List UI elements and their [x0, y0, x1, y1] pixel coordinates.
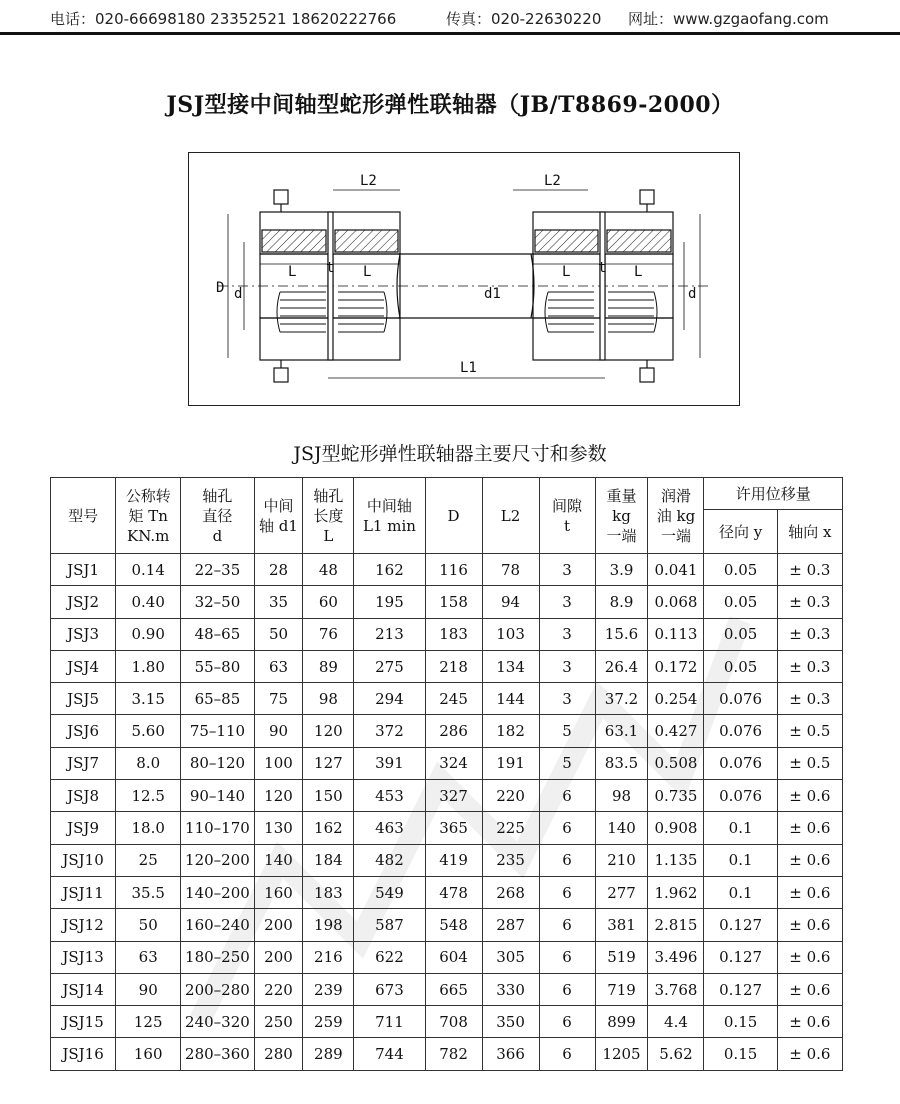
table-cell: 65–85	[181, 683, 254, 715]
table-cell: ± 0.6	[777, 941, 842, 973]
table-cell: 622	[354, 941, 425, 973]
col-radial: 径向 y	[704, 510, 777, 554]
dim-label-l2-right: L2	[544, 173, 561, 189]
table-cell: 0.076	[704, 780, 777, 812]
header-rule	[0, 32, 900, 35]
table-cell: 150	[303, 780, 354, 812]
table-cell: 0.127	[704, 909, 777, 941]
table-cell: JSJ10	[51, 844, 116, 876]
table-cell: JSJ8	[51, 780, 116, 812]
table-cell: 3	[539, 650, 595, 682]
table-cell: 0.076	[704, 683, 777, 715]
table-cell: 3.9	[595, 554, 648, 586]
table-cell: 63.1	[595, 715, 648, 747]
table-cell: 3	[539, 554, 595, 586]
table-cell: JSJ6	[51, 715, 116, 747]
table-cell: 76	[303, 618, 354, 650]
table-cell: 280	[254, 1038, 303, 1070]
table-cell: JSJ3	[51, 618, 116, 650]
table-cell: JSJ5	[51, 683, 116, 715]
table-cell: 235	[482, 844, 539, 876]
table-cell: ± 0.3	[777, 554, 842, 586]
fax-text: 传真：020-22630220	[446, 10, 602, 28]
dim-label-d-bore-right: d	[688, 286, 697, 302]
table-cell: 98	[303, 683, 354, 715]
table-cell: 478	[425, 876, 482, 908]
table-cell: 0.076	[704, 715, 777, 747]
table-cell: 366	[482, 1038, 539, 1070]
table-cell: 381	[595, 909, 648, 941]
phone-text: 电话：020-66698180 23352521 18620222766	[50, 10, 397, 28]
table-cell: 198	[303, 909, 354, 941]
table-cell: 6	[539, 973, 595, 1005]
table-cell: ± 0.3	[777, 683, 842, 715]
table-cell: 711	[354, 1006, 425, 1038]
table-cell: 0.068	[648, 586, 704, 618]
coupling-drawing	[188, 152, 740, 406]
table-cell: 12.5	[116, 780, 181, 812]
table-cell: 55–80	[181, 650, 254, 682]
table-cell: 37.2	[595, 683, 648, 715]
table-cell: 120	[303, 715, 354, 747]
table-cell: JSJ14	[51, 973, 116, 1005]
dim-label-d1: d1	[484, 286, 501, 302]
table-cell: ± 0.6	[777, 973, 842, 1005]
table-cell: 6	[539, 1038, 595, 1070]
table-cell: 0.05	[704, 650, 777, 682]
contact-header	[0, 0, 900, 34]
table-cell: 549	[354, 876, 425, 908]
table-cell: 0.05	[704, 554, 777, 586]
table-cell: 63	[254, 650, 303, 682]
table-row	[51, 1038, 843, 1070]
table-cell: 210	[595, 844, 648, 876]
table-cell: 220	[254, 973, 303, 1005]
table-cell: 22–35	[181, 554, 254, 586]
dim-label-t-right: t	[598, 260, 607, 276]
table-cell: 587	[354, 909, 425, 941]
table-cell: 0.127	[704, 973, 777, 1005]
table-cell: ± 0.6	[777, 876, 842, 908]
table-cell: 130	[254, 812, 303, 844]
table-cell: 78	[482, 554, 539, 586]
table-cell: 0.508	[648, 747, 704, 779]
table-cell: 6	[539, 1006, 595, 1038]
table-cell: 4.4	[648, 1006, 704, 1038]
table-cell: ± 0.5	[777, 715, 842, 747]
table-cell: ± 0.3	[777, 586, 842, 618]
table-row	[51, 683, 843, 715]
table-cell: JSJ16	[51, 1038, 116, 1070]
table-cell: ± 0.3	[777, 650, 842, 682]
table-row	[51, 1006, 843, 1038]
table-cell: ± 0.6	[777, 1038, 842, 1070]
table-cell: 245	[425, 683, 482, 715]
table-cell: 2.815	[648, 909, 704, 941]
table-cell: 240–320	[181, 1006, 254, 1038]
table-cell: 134	[482, 650, 539, 682]
table-cell: JSJ15	[51, 1006, 116, 1038]
table-cell: 0.735	[648, 780, 704, 812]
table-cell: 719	[595, 973, 648, 1005]
table-cell: 350	[482, 1006, 539, 1038]
table-cell: 0.254	[648, 683, 704, 715]
table-cell: 294	[354, 683, 425, 715]
dim-label-l2-left: L2	[360, 173, 377, 189]
table-cell: 0.1	[704, 844, 777, 876]
table-cell: 48–65	[181, 618, 254, 650]
page-title: JSJ型接中间轴型蛇形弹性联轴器（JB/T8869-2000）	[166, 92, 734, 118]
table-cell: JSJ11	[51, 876, 116, 908]
website-text: 网址：www.gzgaofang.com	[628, 10, 829, 28]
table-row	[51, 715, 843, 747]
dim-label-l-2: L	[363, 264, 372, 280]
table-cell: 3.15	[116, 683, 181, 715]
table-cell: 6	[539, 844, 595, 876]
col-grease: 润滑 油 kg 一端	[648, 478, 704, 554]
table-cell: 6	[539, 876, 595, 908]
table-cell: 1.962	[648, 876, 704, 908]
parameter-table	[50, 477, 843, 1071]
table-row	[51, 586, 843, 618]
table-cell: 183	[425, 618, 482, 650]
table-cell: 0.90	[116, 618, 181, 650]
table-cell: 160	[116, 1038, 181, 1070]
table-row	[51, 909, 843, 941]
col-L2: L2	[482, 478, 539, 554]
table-cell: 75–110	[181, 715, 254, 747]
table-cell: 0.076	[704, 747, 777, 779]
table-cell: 419	[425, 844, 482, 876]
table-cell: 200–280	[181, 973, 254, 1005]
dim-label-l-1: L	[288, 264, 297, 280]
table-cell: 140	[254, 844, 303, 876]
table-cell: 158	[425, 586, 482, 618]
table-cell: 195	[354, 586, 425, 618]
col-weight: 重量 kg 一端	[595, 478, 648, 554]
table-cell: 90	[254, 715, 303, 747]
table-cell: 116	[425, 554, 482, 586]
table-cell: 140–200	[181, 876, 254, 908]
table-cell: 1.135	[648, 844, 704, 876]
table-cell: 0.15	[704, 1006, 777, 1038]
table-cell: 60	[303, 586, 354, 618]
table-cell: 463	[354, 812, 425, 844]
table-cell: 15.6	[595, 618, 648, 650]
table-cell: 744	[354, 1038, 425, 1070]
col-D: D	[425, 478, 482, 554]
table-cell: 604	[425, 941, 482, 973]
table-cell: 391	[354, 747, 425, 779]
table-cell: 28	[254, 554, 303, 586]
table-cell: 280–360	[181, 1038, 254, 1070]
table-cell: 0.113	[648, 618, 704, 650]
table-cell: JSJ12	[51, 909, 116, 941]
table-cell: 453	[354, 780, 425, 812]
table-row	[51, 650, 843, 682]
table-row	[51, 876, 843, 908]
table-row	[51, 941, 843, 973]
table-cell: 673	[354, 973, 425, 1005]
table-cell: ± 0.6	[777, 844, 842, 876]
table-cell: 182	[482, 715, 539, 747]
table-cell: 98	[595, 780, 648, 812]
table-cell: 140	[595, 812, 648, 844]
table-cell: 162	[354, 554, 425, 586]
table-row	[51, 973, 843, 1005]
table-cell: 162	[303, 812, 354, 844]
table-cell: 782	[425, 1038, 482, 1070]
dim-label-l-4: L	[634, 264, 643, 280]
col-torque: 公称转 矩 Tn KN.m	[116, 478, 181, 554]
table-cell: JSJ9	[51, 812, 116, 844]
table-cell: 120–200	[181, 844, 254, 876]
table-cell: 239	[303, 973, 354, 1005]
table-cell: 160–240	[181, 909, 254, 941]
col-length: 轴孔 长度 L	[303, 478, 354, 554]
table-cell: JSJ7	[51, 747, 116, 779]
table-cell: 25	[116, 844, 181, 876]
table-cell: 0.1	[704, 876, 777, 908]
table-cell: 125	[116, 1006, 181, 1038]
table-cell: 80–120	[181, 747, 254, 779]
table-cell: 0.15	[704, 1038, 777, 1070]
table-cell: 184	[303, 844, 354, 876]
table-cell: 1.80	[116, 650, 181, 682]
table-cell: ± 0.5	[777, 747, 842, 779]
col-axial: 轴向 x	[777, 510, 842, 554]
table-cell: 327	[425, 780, 482, 812]
table-cell: 519	[595, 941, 648, 973]
table-cell: JSJ13	[51, 941, 116, 973]
col-l1: 中间轴 L1 min	[354, 478, 425, 554]
table-cell: 32–50	[181, 586, 254, 618]
table-cell: 75	[254, 683, 303, 715]
table-cell: 250	[254, 1006, 303, 1038]
table-cell: 268	[482, 876, 539, 908]
table-cell: ± 0.6	[777, 1006, 842, 1038]
table-cell: 160	[254, 876, 303, 908]
table-cell: 6	[539, 812, 595, 844]
table-cell: 35	[254, 586, 303, 618]
table-cell: 259	[303, 1006, 354, 1038]
table-cell: 180–250	[181, 941, 254, 973]
table-cell: 6	[539, 780, 595, 812]
table-cell: 183	[303, 876, 354, 908]
table-cell: 277	[595, 876, 648, 908]
col-displacement: 许用位移量	[704, 478, 843, 510]
table-cell: 26.4	[595, 650, 648, 682]
table-cell: 6	[539, 941, 595, 973]
table-row	[51, 844, 843, 876]
table-cell: 200	[254, 909, 303, 941]
table-cell: 191	[482, 747, 539, 779]
table-cell: 6	[539, 909, 595, 941]
col-bore: 轴孔 直径 d	[181, 478, 254, 554]
table-cell: 0.05	[704, 618, 777, 650]
table-cell: 110–170	[181, 812, 254, 844]
table-cell: 94	[482, 586, 539, 618]
table-cell: 899	[595, 1006, 648, 1038]
table-cell: JSJ1	[51, 554, 116, 586]
table-cell: JSJ4	[51, 650, 116, 682]
table-cell: 365	[425, 812, 482, 844]
table-cell: 482	[354, 844, 425, 876]
table-row	[51, 618, 843, 650]
table-cell: 90–140	[181, 780, 254, 812]
table-cell: 5.60	[116, 715, 181, 747]
table-cell: 90	[116, 973, 181, 1005]
table-cell: 3.768	[648, 973, 704, 1005]
dim-label-d-outer: D	[216, 280, 225, 296]
table-cell: 5	[539, 747, 595, 779]
table-cell: 0.908	[648, 812, 704, 844]
table-cell: 275	[354, 650, 425, 682]
col-model: 型号	[51, 478, 116, 554]
table-cell: 0.041	[648, 554, 704, 586]
table-row	[51, 747, 843, 779]
table-cell: 5.62	[648, 1038, 704, 1070]
table-cell: 200	[254, 941, 303, 973]
table-cell: 225	[482, 812, 539, 844]
table-cell: 103	[482, 618, 539, 650]
table-cell: 5	[539, 715, 595, 747]
table-row	[51, 554, 843, 586]
table-cell: ± 0.3	[777, 618, 842, 650]
table-cell: 3	[539, 618, 595, 650]
table-cell: ± 0.6	[777, 812, 842, 844]
dim-label-l1: L1	[460, 360, 477, 376]
table-cell: 0.05	[704, 586, 777, 618]
table-cell: 0.127	[704, 941, 777, 973]
table-cell: 0.1	[704, 812, 777, 844]
table-cell: 708	[425, 1006, 482, 1038]
dim-label-t-left: t	[326, 260, 335, 276]
table-cell: 218	[425, 650, 482, 682]
table-cell: 213	[354, 618, 425, 650]
table-cell: 8.9	[595, 586, 648, 618]
table-cell: 120	[254, 780, 303, 812]
table-cell: 50	[254, 618, 303, 650]
table-row	[51, 812, 843, 844]
table-cell: ± 0.6	[777, 780, 842, 812]
table-title: JSJ型蛇形弹性联轴器主要尺寸和参数	[293, 443, 607, 465]
table-cell: JSJ2	[51, 586, 116, 618]
table-cell: 0.172	[648, 650, 704, 682]
table-cell: 665	[425, 973, 482, 1005]
table-cell: 3	[539, 586, 595, 618]
col-shaft: 中间 轴 d1	[254, 478, 303, 554]
table-row	[51, 780, 843, 812]
table-cell: 18.0	[116, 812, 181, 844]
table-cell: 287	[482, 909, 539, 941]
table-cell: 0.14	[116, 554, 181, 586]
table-cell: 100	[254, 747, 303, 779]
table-cell: 63	[116, 941, 181, 973]
table-cell: 3.496	[648, 941, 704, 973]
table-cell: 372	[354, 715, 425, 747]
col-gap: 间隙 t	[539, 478, 595, 554]
table-cell: 286	[425, 715, 482, 747]
table-cell: 83.5	[595, 747, 648, 779]
table-cell: 220	[482, 780, 539, 812]
table-cell: 216	[303, 941, 354, 973]
table-cell: 324	[425, 747, 482, 779]
table-cell: 330	[482, 973, 539, 1005]
table-cell: 305	[482, 941, 539, 973]
table-cell: 289	[303, 1038, 354, 1070]
table-cell: 50	[116, 909, 181, 941]
table-cell: ± 0.6	[777, 909, 842, 941]
dim-label-l-3: L	[562, 264, 571, 280]
table-cell: 1205	[595, 1038, 648, 1070]
table-cell: 8.0	[116, 747, 181, 779]
table-cell: 0.427	[648, 715, 704, 747]
table-cell: 89	[303, 650, 354, 682]
table-cell: 35.5	[116, 876, 181, 908]
table-cell: 3	[539, 683, 595, 715]
table-cell: 548	[425, 909, 482, 941]
dim-label-d-bore: d	[234, 286, 243, 302]
table-cell: 144	[482, 683, 539, 715]
table-cell: 48	[303, 554, 354, 586]
table-cell: 0.40	[116, 586, 181, 618]
table-cell: 127	[303, 747, 354, 779]
